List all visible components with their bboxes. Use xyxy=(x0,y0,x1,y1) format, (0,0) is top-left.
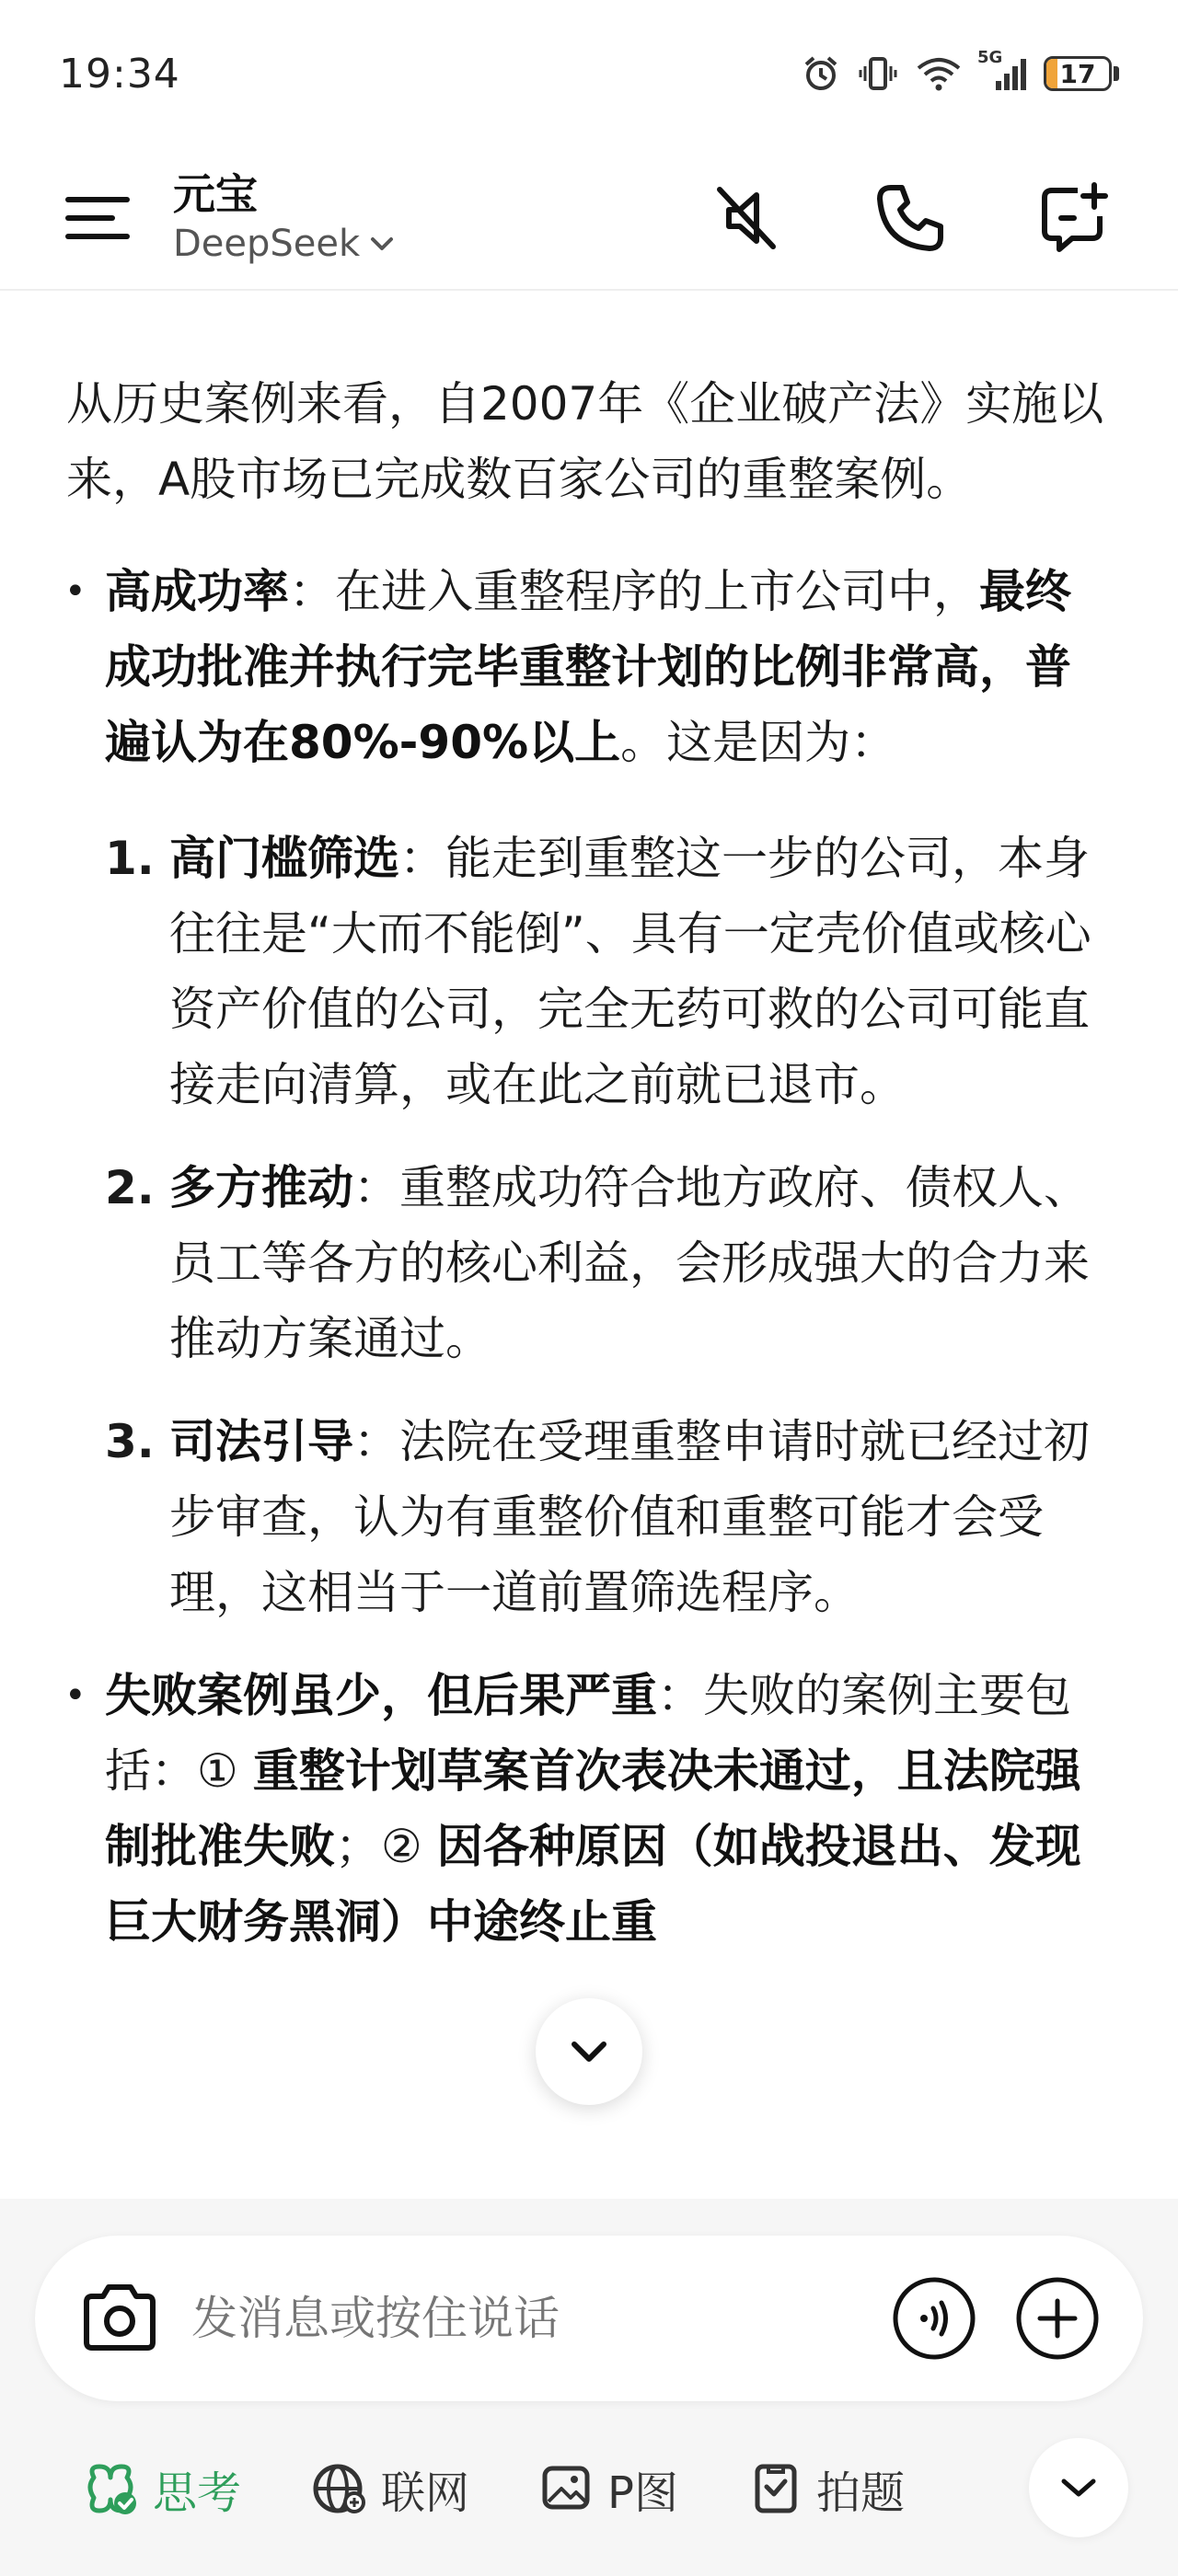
menu-button[interactable] xyxy=(61,181,134,255)
model-name: DeepSeek xyxy=(173,223,361,265)
image-edit-button[interactable] xyxy=(539,2457,678,2521)
think-toggle[interactable] xyxy=(81,2457,241,2521)
alarm-icon xyxy=(801,53,841,94)
voice-call-button[interactable] xyxy=(891,2275,977,2362)
app-title: 元宝 xyxy=(173,169,258,219)
bullet-lead: 高成功率 xyxy=(105,565,289,618)
chevron-down-icon xyxy=(1058,2474,1099,2501)
list-item: 2. 多方推动：重整成功符合地方政府、债权人、员工等各方的核心利益，会形成强大的合力来推动方案通过。 xyxy=(105,1161,1090,1365)
web-label: 联网 xyxy=(381,2467,470,2519)
phone-icon xyxy=(874,182,946,254)
image-icon xyxy=(539,2461,595,2516)
header-actions xyxy=(707,178,1114,258)
image-label: P图 xyxy=(607,2467,678,2519)
network-type: 5G xyxy=(977,48,1003,67)
new-chat-icon xyxy=(1037,181,1111,255)
title-block xyxy=(173,168,395,268)
web-search-toggle[interactable] xyxy=(311,2457,469,2521)
input-bar xyxy=(35,2236,1143,2401)
think-label: 思考 xyxy=(153,2467,242,2519)
menu-icon xyxy=(64,192,131,244)
app-header xyxy=(0,147,1178,291)
status-icons xyxy=(801,48,1119,94)
bullet-lead: 失败案例虽少，但后果严重 xyxy=(105,1669,657,1722)
message-input[interactable] xyxy=(191,2292,850,2345)
photo-question-button[interactable] xyxy=(748,2457,905,2521)
question-label: 拍题 xyxy=(815,2467,905,2519)
plus-icon xyxy=(1014,2275,1101,2362)
status-bar xyxy=(0,0,1178,147)
chevron-down-icon xyxy=(369,235,395,253)
scroll-to-bottom-button[interactable] xyxy=(536,1998,642,2105)
new-chat-button[interactable] xyxy=(1034,178,1114,258)
globe-icon xyxy=(311,2460,368,2517)
bottom-panel xyxy=(0,2199,1178,2576)
battery-icon xyxy=(1044,56,1119,91)
model-selector[interactable] xyxy=(173,220,395,268)
message-intro: 从历史案例来看，自2007年《企业破产法》实施以来，A股市场已完成数百家公司的重整案例。 xyxy=(66,377,1104,506)
expand-toolbar-button[interactable] xyxy=(1029,2438,1128,2537)
toolbar xyxy=(0,2429,1178,2548)
camera-icon xyxy=(77,2282,162,2355)
mute-button[interactable] xyxy=(707,178,786,258)
wifi-icon xyxy=(915,53,963,94)
phone-button[interactable] xyxy=(871,178,950,258)
list-item: • 高成功率：在进入重整程序的上市公司中，最终成功批准并执行完毕重整计划的比例非常高，普遍认为在80%-90%以上。这是因为： xyxy=(66,554,1112,780)
reason-list xyxy=(66,821,1112,1630)
chat-content[interactable] xyxy=(0,293,1178,2197)
think-icon xyxy=(81,2459,140,2518)
plus-button[interactable] xyxy=(1014,2275,1101,2362)
chevron-down-icon xyxy=(567,2037,611,2066)
voice-call-icon xyxy=(891,2275,977,2362)
list-item: 3. 司法引导：法院在受理重整申请时就已经过初步审查，认为有重整价值和重整可能才会受理，这相当于一道前置筛选程序。 xyxy=(105,1415,1090,1619)
camera-button[interactable] xyxy=(75,2274,164,2363)
status-time: 19:34 xyxy=(59,50,180,98)
battery-level: 17 xyxy=(1059,58,1096,89)
mute-icon xyxy=(710,182,782,254)
question-icon xyxy=(748,2461,803,2516)
list-item: 1. 高门槛筛选：能走到重整这一步的公司，本身往往是“大而不能倒”、具有一定壳价值或核心资产价值的公司，完全无药可救的公司可能直接走向清算，或在此之前就已退市。 xyxy=(105,832,1091,1111)
signal-icon xyxy=(977,48,1027,94)
vibrate-icon xyxy=(858,53,898,94)
list-item: • 失败案例虽少，但后果严重：失败的案例主要包括：① 重整计划草案首次表决未通过，且法院强制批准失败；② 因各种原因（如战投退出、发现巨大财务黑洞）中途终止重 xyxy=(66,1658,1112,1960)
